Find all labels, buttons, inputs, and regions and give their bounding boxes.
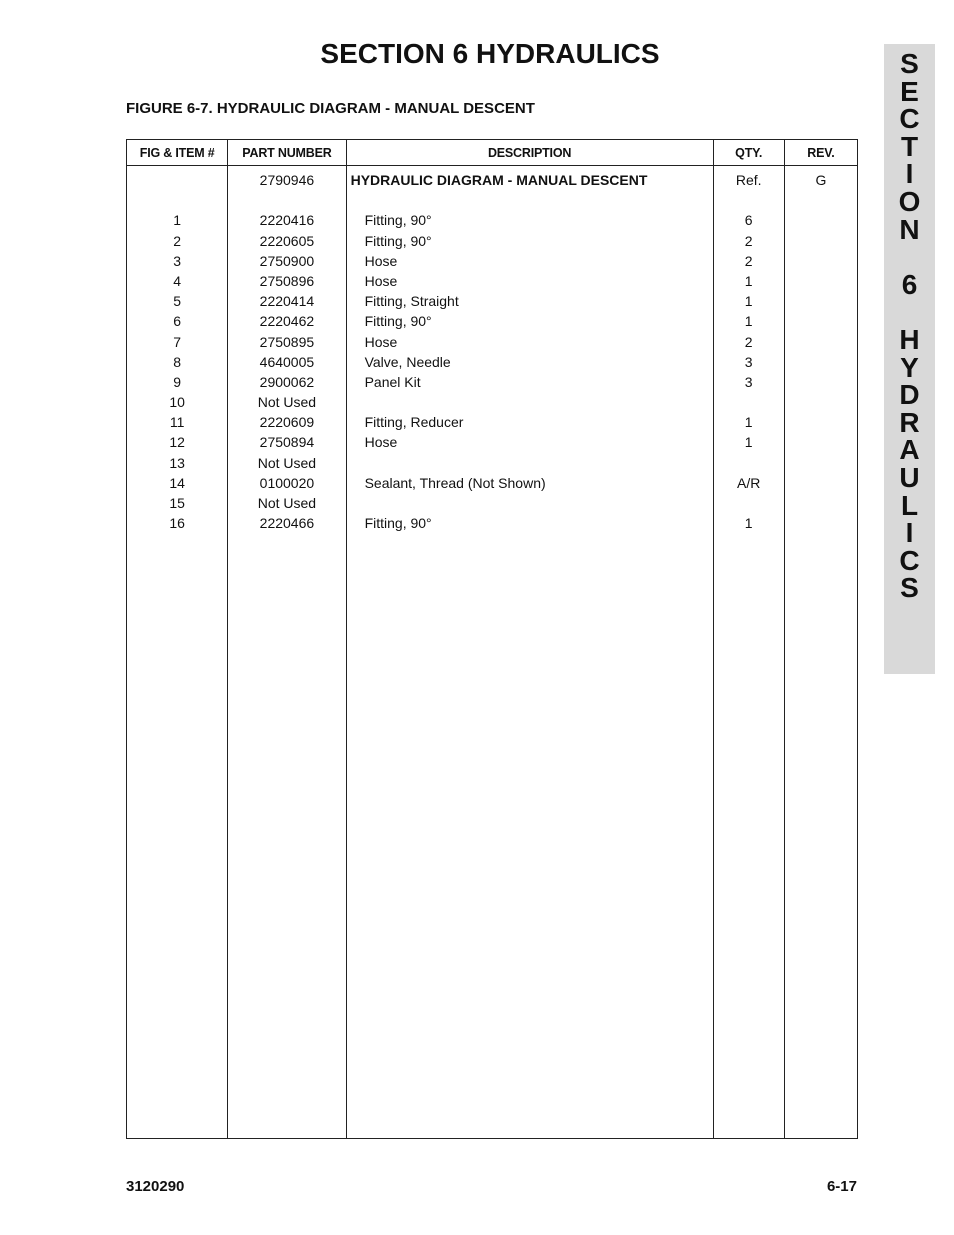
part-number-list (228, 166, 345, 533)
rev-cell (785, 190, 857, 210)
qty-column (713, 166, 784, 1139)
part-number-cell: 2220416 (259, 212, 315, 229)
document-number: 3120290 (126, 1178, 185, 1195)
fig-item-cell: 4 (173, 272, 182, 289)
part-number-cell: Not Used (257, 495, 317, 511)
qty-cell: 2 (744, 232, 753, 249)
qty-cell: A/R (737, 474, 761, 491)
qty-cell (714, 392, 784, 412)
side-tab-letter: U (899, 461, 920, 493)
rev-cell (785, 231, 857, 251)
rev-list (785, 166, 857, 533)
column-header-description: DESCRIPTION (346, 140, 713, 166)
qty-cell: 3 (744, 373, 753, 390)
fig-item-cell: 1 (173, 212, 182, 229)
description-cell (347, 493, 713, 513)
rev-cell (785, 412, 857, 432)
fig-item-cell: 8 (173, 353, 182, 370)
rev-column (784, 166, 857, 1139)
section-side-tab (884, 44, 935, 674)
rev-cell: G (815, 172, 827, 188)
side-tab-letter: N (899, 213, 920, 245)
rev-cell (785, 432, 857, 452)
side-tab-letter: L (900, 489, 919, 521)
fig-item-cell: 14 (169, 474, 185, 491)
parts-table (126, 139, 858, 1139)
description-cell: Hose (364, 252, 398, 269)
side-tab-letter: C (899, 103, 920, 135)
column-header-qty: QTY. (713, 140, 784, 166)
fig-item-cell: 9 (173, 373, 182, 390)
side-tab-letter (884, 243, 935, 271)
description-list (347, 166, 713, 533)
part-number-cell: 2220462 (259, 313, 315, 330)
rev-cell (785, 210, 857, 230)
qty-list (714, 166, 784, 533)
fig-item-cell (127, 170, 227, 190)
column-header-rev: REV. (784, 140, 857, 166)
description-cell (347, 392, 713, 412)
side-tab-letter: S (900, 48, 919, 79)
description-cell: Fitting, 90° (364, 232, 432, 249)
side-tab-letter: 6 (901, 268, 918, 300)
rev-cell (785, 332, 857, 352)
side-tab-letter (884, 298, 935, 326)
part-number-cell: 2220609 (259, 414, 315, 431)
description-cell: Fitting, Straight (364, 293, 459, 310)
side-tab-letter: H (899, 323, 920, 355)
part-number-cell: 2790946 (259, 172, 315, 188)
description-cell: Valve, Needle (364, 353, 451, 370)
fig-item-cell: 6 (173, 313, 182, 330)
fig-item-cell: 5 (173, 293, 182, 310)
part-number-column (228, 166, 346, 1139)
description-cell (347, 453, 713, 473)
fig-item-cell: 7 (173, 333, 182, 350)
rev-cell (785, 271, 857, 291)
fig-item-cell: 16 (169, 515, 185, 532)
rev-cell (785, 251, 857, 271)
part-number-cell: Not Used (257, 394, 317, 411)
fig-item-cell: 2 (173, 232, 182, 249)
part-number-cell: 2220414 (259, 293, 315, 310)
rev-cell (785, 352, 857, 372)
qty-cell: 1 (744, 414, 753, 431)
side-tab-letters (884, 50, 935, 602)
fig-item-cell: 13 (169, 454, 185, 471)
qty-cell: 1 (744, 434, 753, 451)
fig-item-column (127, 166, 228, 1139)
side-tab-letter: C (899, 544, 920, 576)
qty-cell: 1 (744, 272, 753, 289)
qty-cell (714, 493, 784, 513)
rev-cell (785, 473, 857, 493)
qty-cell: 1 (744, 515, 753, 532)
qty-cell (714, 453, 784, 473)
table-body (127, 166, 858, 1139)
side-tab-letter: R (899, 406, 920, 438)
fig-item-cell: 15 (169, 495, 185, 511)
side-tab-letter: D (899, 379, 920, 411)
column-header-fig-item: FIG & ITEM # (127, 140, 228, 166)
description-cell: Fitting, 90° (364, 313, 432, 330)
part-number-cell: Not Used (257, 454, 317, 471)
fig-item-list (127, 166, 227, 533)
part-number-cell: 2750900 (259, 252, 315, 269)
description-cell: Panel Kit (364, 373, 421, 390)
part-number-cell: 4640005 (259, 353, 315, 370)
qty-cell: 1 (744, 313, 753, 330)
part-number-cell: 2220466 (259, 515, 315, 532)
side-tab-letter: I (905, 158, 914, 190)
figure-title: FIGURE 6-7. HYDRAULIC DIAGRAM - MANUAL DESCENT (126, 100, 535, 117)
part-number-cell: 2750894 (259, 434, 315, 451)
fig-item-cell: 10 (169, 394, 185, 411)
qty-cell: 1 (744, 293, 753, 310)
rev-cell (785, 291, 857, 311)
fig-item-cell (127, 190, 227, 210)
description-cell: Sealant, Thread (Not Shown) (364, 474, 546, 491)
side-tab-letter: Y (900, 351, 919, 383)
page-number: 6-17 (826, 1178, 857, 1195)
qty-cell: 2 (744, 252, 753, 269)
side-tab-letter: T (900, 130, 919, 162)
rev-cell (785, 513, 857, 533)
part-number-cell (228, 190, 345, 210)
part-number-cell: 2900062 (259, 373, 315, 390)
part-number-cell: 2750895 (259, 333, 315, 350)
rev-cell (785, 493, 857, 513)
side-tab-letter: A (899, 434, 920, 466)
description-cell: Fitting, 90° (364, 212, 432, 229)
qty-cell: 3 (744, 353, 753, 370)
description-cell: HYDRAULIC DIAGRAM - MANUAL DESCENT (350, 172, 648, 188)
section-title: SECTION 6 HYDRAULICS (320, 38, 660, 69)
qty-cell: 2 (744, 333, 753, 350)
side-tab-letter: I (905, 517, 914, 549)
rev-cell (785, 372, 857, 392)
description-column (346, 166, 713, 1139)
qty-cell: 6 (744, 212, 753, 229)
fig-item-cell: 12 (169, 434, 185, 451)
description-cell: Hose (364, 272, 398, 289)
qty-cell: Ref. (735, 172, 762, 188)
description-cell: Hose (364, 434, 398, 451)
table-header-row (127, 140, 858, 166)
rev-cell (785, 392, 857, 412)
description-cell: Hose (364, 333, 398, 350)
part-number-cell: 2750896 (259, 272, 315, 289)
fig-item-cell: 3 (173, 252, 182, 269)
qty-cell (714, 190, 784, 210)
part-number-cell: 2220605 (259, 232, 315, 249)
description-cell (347, 190, 713, 210)
fig-item-cell: 11 (169, 414, 185, 431)
description-cell: Fitting, 90° (364, 515, 432, 532)
column-header-part-number: PART NUMBER (228, 140, 346, 166)
description-cell: Fitting, Reducer (364, 414, 464, 431)
rev-cell (785, 453, 857, 473)
side-tab-letter: O (898, 185, 921, 217)
side-tab-letter: S (900, 572, 919, 604)
side-tab-letter: E (900, 75, 919, 107)
part-number-cell: 0100020 (259, 474, 315, 491)
rev-cell (785, 311, 857, 331)
